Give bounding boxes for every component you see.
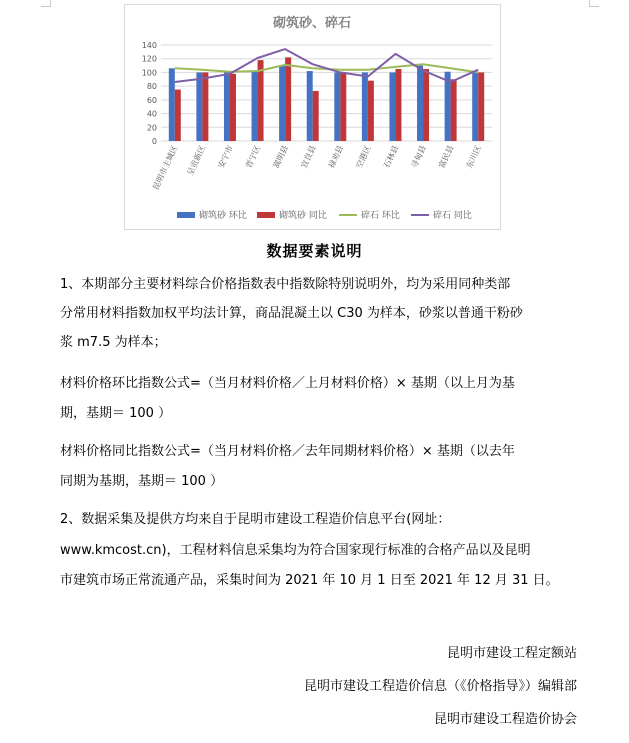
bar-sand-yoy [313,91,319,141]
bar-sand-mom [417,66,423,141]
paragraph-2-line-1: 2、数据采集及提供方均来自于昆明市建设工程造价信息平台(网址： [60,512,451,527]
x-category-label: 晋宁区 [244,144,263,170]
formula-mom-line-1: 材料价格环比指数公式=（当月材料价格／上月材料价格）× 基期（以上月为基 [60,376,515,391]
paragraph-1-line-3: 浆 m7.5 为样本； [60,335,167,350]
bar-sand-mom [252,72,258,141]
bar-sand-mom [472,72,478,141]
legend-label: 砌筑砂 同比 [279,211,327,221]
y-tick-label: 140 [141,41,157,50]
x-category-label: 宜良县 [299,144,318,170]
x-category-label: 呈贡新区 [185,144,208,177]
paragraph-1-line-1: 1、本期部分主要材料综合价格指数表中指数除特别说明外，均为采用同种类部 [60,277,511,292]
y-tick-label: 20 [146,123,157,133]
bar-sand-yoy [451,79,457,141]
x-category-label: 嵩明县 [271,144,290,170]
bar-sand-yoy [230,74,236,141]
bar-sand-yoy [202,72,208,141]
bar-sand-mom [169,68,175,141]
y-tick-label: 60 [146,95,157,105]
bar-sand-mom [389,72,395,141]
x-category-label: 石林县 [381,144,401,170]
formula-mom [60,374,580,434]
bar-sand-yoy [423,69,429,141]
x-category-label: 昆明市主城区 [151,144,180,192]
x-category-label: 空港区 [354,144,373,170]
bar-sand-yoy [478,72,484,141]
paragraph-2-line-2: www.kmcost.cn)，工程材料信息采集均为符合国家现行标准的合格产品以及昆明 [60,543,531,558]
signature-quota-station: 昆明市建设工程定额站 [446,646,577,661]
bar-sand-yoy [175,90,181,141]
bar-sand-mom [362,72,368,141]
signature-cost-association: 昆明市建设工程造价协会 [433,712,577,727]
section-title: 数据要素说明 [266,242,363,260]
y-tick-label: 120 [141,54,157,64]
y-tick-label: 100 [141,68,157,78]
chart-container [124,4,501,230]
paragraph-1-line-2: 分常用材料指数加权平均法计算，商品混凝土以 C30 为样本，砂浆以普通干粉砂 [60,306,523,321]
bar-sand-yoy [285,57,291,141]
formula-yoy [60,442,580,502]
x-category-label: 寻甸县 [409,144,428,170]
legend-label: 碎石 同比 [433,211,472,221]
chart-title: 砌筑砂、碎石 [272,16,352,31]
signature-editorial-dept: 昆明市建设工程造价信息（《价格指导》）编辑部 [303,679,577,694]
legend-label: 碎石 环比 [361,211,400,221]
bar-sand-mom [279,66,285,141]
bar-sand-mom [307,71,313,141]
y-tick-label: 80 [146,82,157,92]
page-corner-mark-left [41,0,51,7]
y-tick-label: 40 [146,109,157,119]
paragraph-2-line-3: 市建筑市场正常流通产品，采集时间为 2021 年 10 月 1 日至 2021 年 12 月 31 日。 [60,573,559,588]
paragraph-1 [60,275,580,362]
bar-sand-yoy [258,60,264,141]
y-tick-label: 0 [151,137,157,146]
combo-chart [125,5,500,229]
legend-swatch [257,212,275,218]
paragraph-2 [60,510,580,601]
bar-sand-yoy [368,81,374,141]
formula-mom-line-2: 期，基期＝ 100 ） [60,406,172,421]
bar-sand-yoy [340,72,346,141]
legend-label: 砌筑砂 环比 [199,211,247,221]
bar-sand-mom [224,72,230,141]
x-category-label: 安宁市 [216,144,235,170]
formula-yoy-line-2: 同期为基期，基期＝ 100 ） [60,474,224,489]
bar-sand-yoy [395,69,401,141]
x-category-label: 东川区 [464,144,484,170]
formula-yoy-line-1: 材料价格同比指数公式=（当月材料价格／去年同期材料价格）× 基期（以去年 [60,444,515,459]
page-corner-mark-right [589,0,599,7]
bar-sand-mom [334,72,340,141]
bar-sand-mom [196,72,202,141]
x-category-label: 禄劝县 [326,144,346,170]
x-category-label: 富民县 [437,144,456,170]
legend-swatch [177,212,195,218]
